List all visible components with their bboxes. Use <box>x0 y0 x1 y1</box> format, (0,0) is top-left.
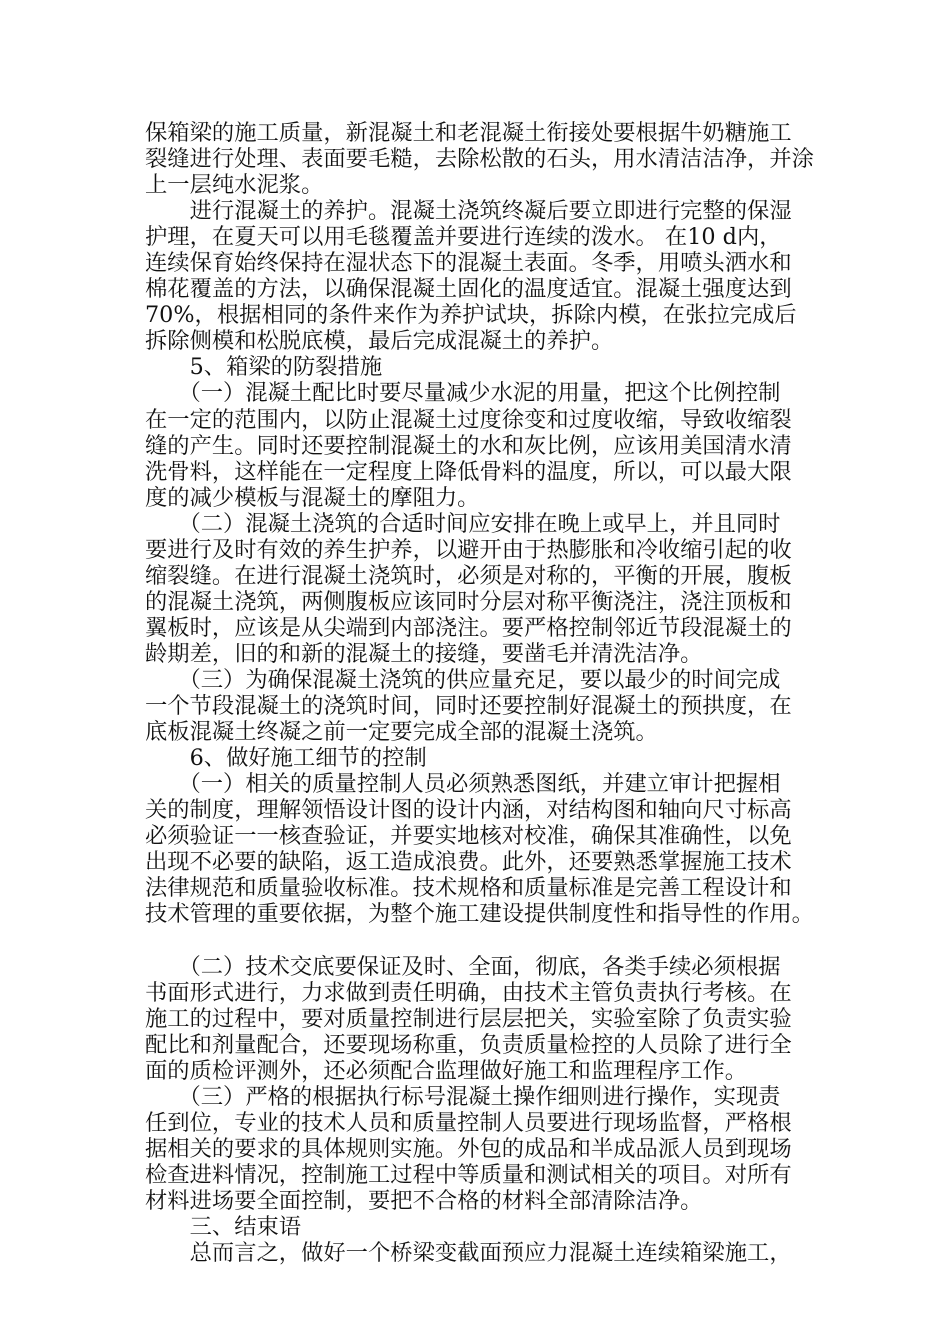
paragraph-start: （三）严格的根据执行标号混凝土操作细则进行操作，实现责 <box>145 1083 781 1110</box>
text-line: 连续保育始终保持在湿状态下的混凝土表面。冬季，用喷头洒水和 <box>145 250 792 277</box>
text-line: 检查进料情况，控制施工过程中等质量和测试相关的项目。对所有 <box>145 1161 792 1188</box>
text-line: 关的制度，理解领悟设计图的设计内涵，对结构图和轴向尺寸标高 <box>145 797 792 824</box>
text-line: 任到位，专业的技术人员和质量控制人员要进行现场监督，严格根 <box>145 1109 792 1136</box>
text-line: 底板混凝土终凝之前一定要完成全部的混凝土浇筑。 <box>145 719 658 746</box>
text-line: 裂缝进行处理、表面要毛糙，去除松散的石头，用水清洁洁净，并涂 <box>145 146 814 173</box>
text-line: 法律规范和质量验收标准。技术规格和质量标准是完善工程设计和 <box>145 875 792 902</box>
paragraph-start: （三）为确保混凝土浇筑的供应量充足，要以最少的时间完成 <box>145 666 781 693</box>
text-line: 护理，在夏天可以用毛毯覆盖并要进行连续的泼水。 在10 d内， <box>145 224 782 251</box>
text-line: 洗骨料，这样能在一定程度上降低骨料的温度，所以，可以最大限 <box>145 458 792 485</box>
text-line: 70%，根据相同的条件来作为养护试块，拆除内模，在张拉完成后 <box>145 302 797 329</box>
paragraph-start: （二）混凝土浇筑的合适时间应安排在晚上或早上，并且同时 <box>145 510 781 537</box>
text-line: 拆除侧模和松脱底模，最后完成混凝土的养护。 <box>145 328 614 355</box>
text-line: 缝的产生。同时还要控制混凝土的水和灰比例，应该用美国清水清 <box>145 432 792 459</box>
text-line: 翼板时，应该是从尖端到内部浇注。要严格控制邻近节段混凝土的 <box>145 614 792 641</box>
text-line: 出现不必要的缺陷，返工造成浪费。此外，还要熟悉掌握施工技术 <box>145 849 792 876</box>
text-line: 技术管理的重要依据，为整个施工建设提供制度性和指导性的作用。 <box>145 901 814 928</box>
text-line: 的混凝土浇筑，两侧腹板应该同时分层对称平衡浇注，浇注顶板和 <box>145 588 792 615</box>
text-line: 书面形式进行，力求做到责任明确，由技术主管负责执行考核。在 <box>145 979 792 1006</box>
text-line: 材料进场要全面控制，要把不合格的材料全部清除洁净。 <box>145 1187 703 1214</box>
text-line: 必须验证一一核查验证，并要实地核对校准，确保其准确性，以免 <box>145 823 792 850</box>
text-line: 棉花覆盖的方法，以确保混凝土固化的温度适宜。混凝土强度达到 <box>145 276 792 303</box>
paragraph-start: 进行混凝土的养护。混凝土浇筑终凝后要立即进行完整的保湿 <box>145 198 792 225</box>
text-line: 施工的过程中，要对质量控制进行层层把关，实验室除了负责实验 <box>145 1005 792 1032</box>
document-page <box>145 120 814 1267</box>
paragraph-start: 总而言之，做好一个桥梁变截面预应力混凝土连续箱梁施工， <box>145 1240 792 1267</box>
paragraph-start: （二）技术交底要保证及时、全面，彻底，各类手续必须根据 <box>145 953 781 980</box>
section-heading: 三、结束语 <box>145 1213 302 1240</box>
section-heading: 6、做好施工细节的控制 <box>145 745 427 772</box>
text-line: 面的质检评测外，还必须配合监理做好施工和监理程序工作。 <box>145 1057 748 1084</box>
section-heading: 5、箱梁的防裂措施 <box>145 354 383 381</box>
text-line: 要进行及时有效的养生护养，以避开由于热膨胀和冷收缩引起的收 <box>145 536 792 563</box>
paragraph-start: （一）混凝土配比时要尽量减少水泥的用量，把这个比例控制 <box>145 380 781 407</box>
text-line: 一个节段混凝土的浇筑时间，同时还要控制好混凝土的预拱度，在 <box>145 693 792 720</box>
text-line: 在一定的范围内，以防止混凝土过度徐变和过度收缩，导致收缩裂 <box>145 406 792 433</box>
text-line: 保箱梁的施工质量，新混凝土和老混凝土衔接处要根据牛奶糖施工 <box>145 120 792 146</box>
text-line: 上一层纯水泥浆。 <box>145 172 324 199</box>
blank-line <box>145 927 805 953</box>
text-line: 龄期差，旧的和新的混凝土的接缝，要凿毛并清洗洁净。 <box>145 640 703 667</box>
paragraph-start: （一）相关的质量控制人员必须熟悉图纸，并建立审计把握相 <box>145 771 781 798</box>
text-line: 度的减少模板与混凝土的摩阻力。 <box>145 484 480 511</box>
text-line: 据相关的要求的具体规则实施。外包的成品和半成品派人员到现场 <box>145 1135 792 1162</box>
text-line: 配比和剂量配合，还要现场称重，负责质量检控的人员除了进行全 <box>145 1031 792 1058</box>
text-line: 缩裂缝。在进行混凝土浇筑时，必须是对称的，平衡的开展，腹板 <box>145 562 792 589</box>
